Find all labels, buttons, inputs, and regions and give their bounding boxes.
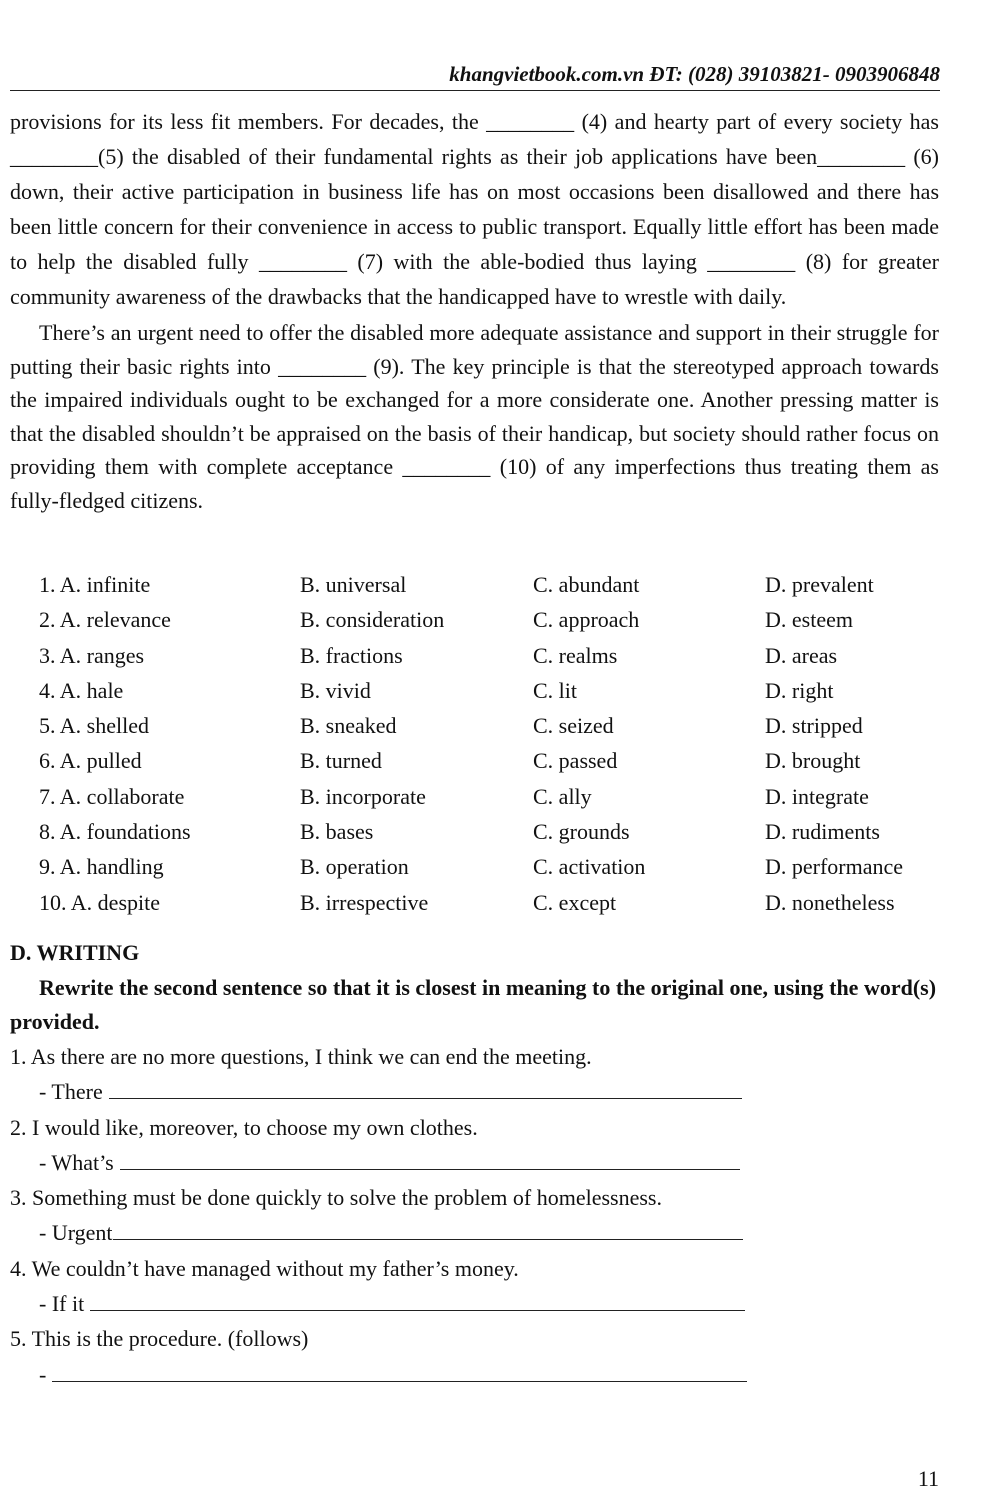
option-c: C. realms: [533, 642, 618, 668]
option-row: [10, 885, 939, 920]
answer-prompt: - What’s: [39, 1149, 114, 1175]
option-b: B. operation: [300, 854, 409, 880]
answer-blank[interactable]: [109, 1076, 742, 1099]
writing-instruction: Rewrite the second sentence so that it is closest in meaning to the original one, using the word(s) provided.: [10, 974, 937, 1034]
option-c: C. lit: [533, 677, 578, 703]
page-number: 11: [917, 1466, 939, 1491]
option-c: C. abundant: [533, 572, 640, 597]
option-a: 7. A. collaborate: [39, 783, 185, 809]
option-b: B. consideration: [300, 607, 445, 633]
option-d: D. right: [765, 677, 834, 703]
option-a: 10. A. despite: [39, 889, 160, 915]
answer-prompt: - There: [39, 1079, 103, 1105]
answer-blank[interactable]: [90, 1288, 745, 1311]
option-a: 9. A. handling: [39, 854, 164, 880]
header-rule: [10, 90, 940, 91]
page-header: [10, 62, 940, 92]
option-row: [10, 743, 939, 778]
answer-blank[interactable]: [120, 1147, 740, 1170]
option-b: B. incorporate: [300, 783, 426, 809]
option-a: 1. A. infinite: [39, 572, 151, 597]
option-c: C. ally: [533, 783, 592, 809]
option-d: D. areas: [765, 642, 838, 668]
passage-paragraph-1: provisions for its less fit members. For decades, the ________ (4) and hearty part of every society has ________(5) the disabled of their fundamental rights as their job applications have been________ (6) down, their active participation in business life has on most occasions been disallowed and there has been little concern for their convenience in access to public transport. Equally little effort has been made to help the disabled fully ________ (7) with the able-bodied thus laying ________ (8) for greater community awareness of the drawbacks that the handicapped have to wrestle with daily.: [10, 109, 939, 309]
answer-line-5[interactable]: [10, 1357, 939, 1392]
option-d: D. prevalent: [765, 572, 874, 597]
option-a: 5. A. shelled: [39, 713, 149, 739]
answer-blank[interactable]: [52, 1359, 747, 1382]
option-row: [10, 708, 939, 743]
option-a: 8. A. foundations: [39, 819, 191, 845]
option-b: B. fractions: [300, 642, 403, 668]
answer-line-1[interactable]: [10, 1074, 939, 1109]
option-d: D. stripped: [765, 713, 863, 739]
answer-line-2[interactable]: [10, 1145, 939, 1180]
option-row: [10, 638, 939, 673]
writing-question-1: 1. As there are no more questions, I think we can end the meeting.: [10, 1043, 592, 1069]
option-b: B. sneaked: [300, 713, 397, 739]
option-b: B. universal: [300, 572, 407, 597]
option-c: C. except: [533, 889, 617, 915]
answer-line-3[interactable]: [10, 1215, 939, 1250]
answer-prompt: - Urgent: [39, 1220, 113, 1246]
writing-question-2: 2. I would like, moreover, to choose my own clothes.: [10, 1114, 478, 1140]
option-c: C. activation: [533, 854, 646, 880]
option-row: [10, 673, 939, 708]
answer-prompt: - If it: [39, 1291, 85, 1317]
option-d: D. esteem: [765, 607, 853, 633]
option-d: D. rudiments: [765, 819, 880, 845]
section-title: D. WRITING: [10, 939, 140, 965]
option-row: [10, 567, 939, 602]
option-d: D. nonetheless: [765, 889, 895, 915]
writing-question-5: 5. This is the procedure. (follows): [10, 1326, 309, 1352]
option-d: D. brought: [765, 748, 861, 774]
option-b: B. irrespective: [300, 889, 429, 915]
option-d: D. integrate: [765, 783, 869, 809]
option-a: 4. A. hale: [39, 677, 124, 703]
option-c: C. approach: [533, 607, 640, 633]
page-content: [10, 104, 939, 1392]
option-a: 2. A. relevance: [39, 607, 171, 633]
option-b: B. turned: [300, 748, 382, 774]
option-c: C. grounds: [533, 819, 630, 845]
option-a: 6. A. pulled: [39, 748, 142, 774]
writing-question-4: 4. We couldn’t have managed without my father’s money.: [10, 1255, 519, 1281]
option-c: C. passed: [533, 748, 618, 774]
writing-question-3: 3. Something must be done quickly to solve the problem of homelessness.: [10, 1185, 662, 1211]
answer-prompt: -: [39, 1361, 47, 1387]
header-text: khangvietbook.com.vn ĐT: (028) 39103821- 0903906848: [449, 62, 940, 86]
option-d: D. performance: [765, 854, 904, 880]
option-row: [10, 779, 939, 814]
passage-paragraph-2: There’s an urgent need to offer the disabled more adequate assistance and support in their struggle for putting their basic rights into ________ (9). The key principle is that the stereotyped approach towards the impaired individuals ought to be exchanged for a more considerate one. Another pressing matter is that the disabled shouldn’t be appraised on the basis of their handicap, but society should rather focus on providing them with complete acceptance ________ (10) of any imperfections thus treating them as fully-fledged citizens.: [10, 320, 939, 513]
option-row: [10, 849, 939, 884]
option-row: [10, 814, 939, 849]
option-row: [10, 602, 939, 637]
answer-options: [10, 567, 939, 920]
option-b: B. bases: [300, 819, 374, 845]
option-a: 3. A. ranges: [39, 642, 145, 668]
option-c: C. seized: [533, 713, 614, 739]
answer-line-4[interactable]: [10, 1286, 939, 1321]
option-b: B. vivid: [300, 677, 371, 703]
answer-blank[interactable]: [113, 1217, 743, 1240]
